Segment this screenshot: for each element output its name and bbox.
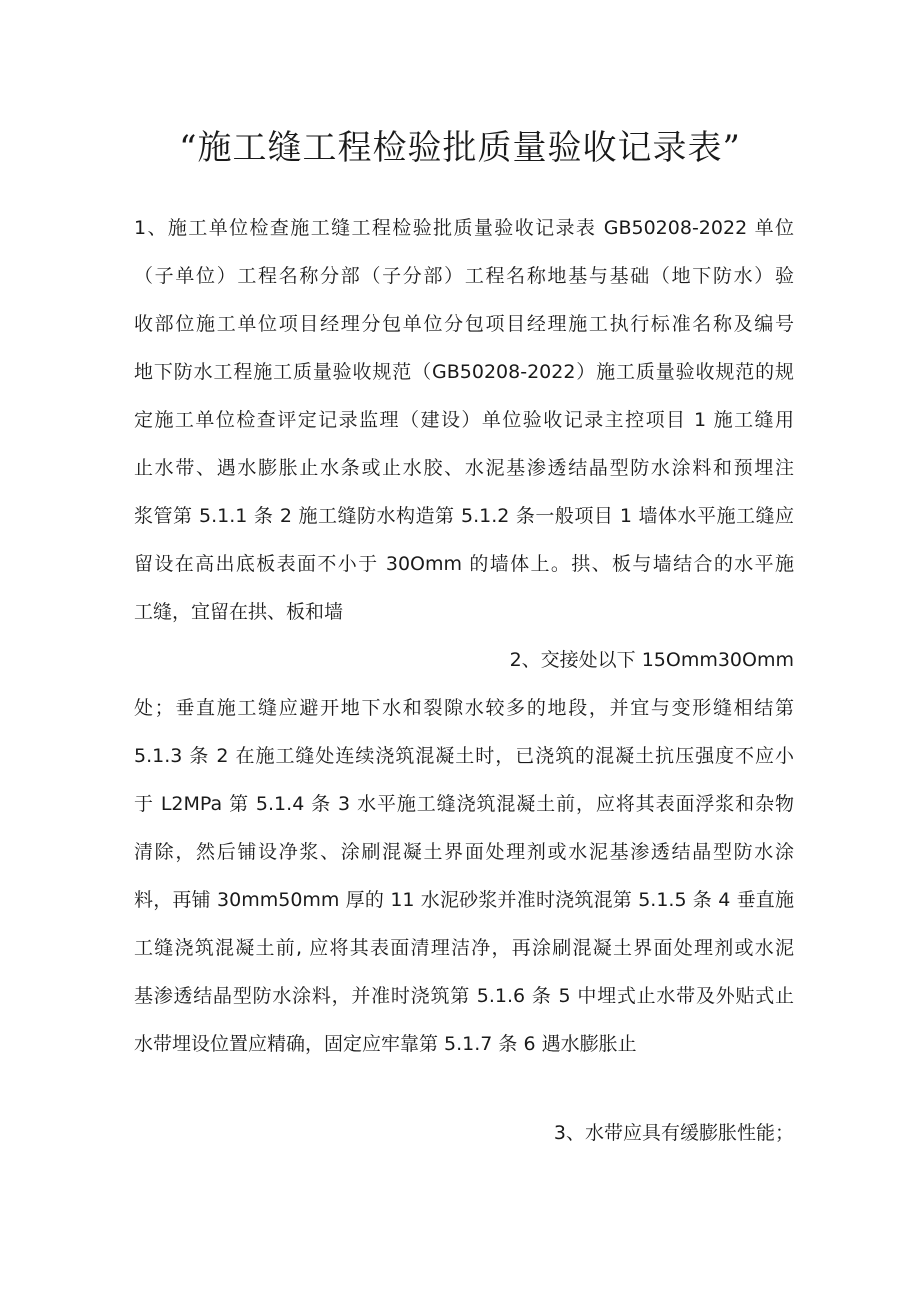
paragraph-line: 止水带、遇水膨胀止水条或止水胶、水泥基渗透结晶型防水涂料和预埋注 (134, 457, 794, 479)
paragraph-line: 2、交接处以下 15Omm30Omm (509, 649, 794, 671)
paragraph-line: 于 L2MPa 第 5.1.4 条 3 水平施工缝浇筑混凝土前，应将其表面浮浆和杂物 (134, 793, 794, 815)
paragraph-line: 定施工单位检查评定记录监理（建设）单位验收记录主控项目 1 施工缝用 (134, 409, 794, 431)
paragraph-line: （子单位）工程名称分部（子分部）工程名称地基与基础（地下防水）验 (134, 265, 794, 287)
paragraph-line: 1、施工单位检查施工缝工程检验批质量验收记录表 GB50208-2022 单位 (134, 217, 794, 239)
paragraph-3 (134, 1109, 794, 1157)
paragraph-1 (134, 204, 794, 636)
paragraph-line: 基渗透结晶型防水涂料，并准时浇筑第 5.1.6 条 5 中埋式止水带及外贴式止 (134, 985, 794, 1007)
paragraph-line: 留设在高出底板表面不小于 30Omm 的墙体上。拱、板与墙结合的水平施 (134, 553, 794, 575)
paragraph-line: 工缝，宜留在拱、板和墙 (134, 601, 344, 623)
paragraph-line: 收部位施工单位项目经理分包单位分包项目经理施工执行标准名称及编号 (134, 313, 794, 335)
paragraph-line: 清除，然后铺设净浆、涂刷混凝土界面处理剂或水泥基渗透结晶型防水涂 (134, 841, 794, 863)
paragraph-line: 处；垂直施工缝应避开地下水和裂隙水较多的地段，并宜与变形缝相结第 (134, 697, 794, 719)
paragraph-line: 3、水带应具有缓膨胀性能； (553, 1122, 794, 1144)
paragraph-line: 浆管第 5.1.1 条 2 施工缝防水构造第 5.1.2 条一般项目 1 墙体水平施工缝应 (134, 505, 794, 527)
paragraph-line: 地下防水工程施工质量验收规范（GB50208-2022）施工质量验收规范的规 (134, 361, 794, 383)
paragraph-line: 工缝浇筑混凝土前, 应将其表面清理洁净，再涂刷混凝土界面处理剂或水泥 (134, 937, 794, 959)
paragraph-line: 5.1.3 条 2 在施工缝处连续浇筑混凝土时，已浇筑的混凝土抗压强度不应小 (134, 745, 794, 767)
document-title: “施工缝工程检验批质量验收记录表” (179, 128, 741, 168)
paragraph-line: 水带埋设位置应精确，固定应牢靠第 5.1.7 条 6 遇水膨胀止 (134, 1033, 637, 1055)
paragraph-line: 料，再铺 30mm50mm 厚的 11 水泥砂浆并准时浇筑混第 5.1.5 条 4 垂直施 (134, 889, 794, 911)
paragraph-2 (134, 636, 794, 1068)
